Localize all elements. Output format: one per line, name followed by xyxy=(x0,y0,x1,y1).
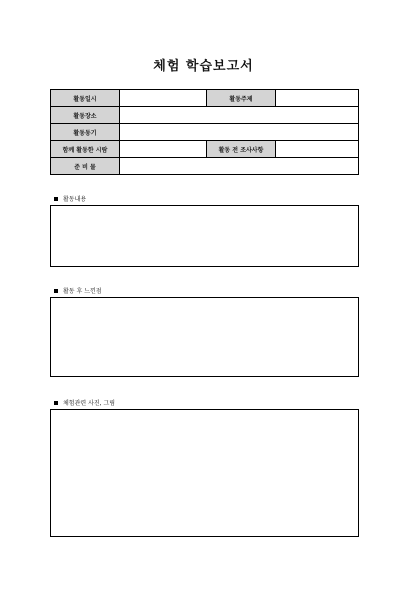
activity-place-field[interactable] xyxy=(120,107,359,124)
collab-people-label: 함께 활동한 시람 xyxy=(51,141,120,158)
reflection-label: 활동 후 느낀점 xyxy=(63,288,102,295)
reflection-heading xyxy=(54,286,102,295)
table-row xyxy=(51,158,359,175)
activity-topic-label: 활동주제 xyxy=(207,90,276,107)
activity-motive-field[interactable] xyxy=(120,124,359,141)
square-bullet-icon xyxy=(54,401,58,405)
activity-place-label: 활동장소 xyxy=(51,107,120,124)
table-row xyxy=(51,124,359,141)
reflection-box[interactable] xyxy=(50,297,359,377)
photos-heading xyxy=(54,398,115,407)
activity-content-box[interactable] xyxy=(50,205,359,267)
activity-content-label: 활동내용 xyxy=(63,196,87,203)
square-bullet-icon xyxy=(54,289,58,293)
preparation-label: 준 비 물 xyxy=(51,158,120,175)
photos-label: 체험관련 사진, 그림 xyxy=(63,400,116,407)
activity-date-field[interactable] xyxy=(120,90,207,107)
page-title: 체험 학습보고서 xyxy=(153,59,254,74)
info-table xyxy=(50,89,359,175)
table-row xyxy=(51,141,359,158)
collab-people-field[interactable] xyxy=(120,141,207,158)
table-row xyxy=(51,107,359,124)
activity-date-label: 활동일시 xyxy=(51,90,120,107)
pre-research-label: 활동 전 조사사항 xyxy=(207,141,276,158)
photos-box[interactable] xyxy=(50,409,359,537)
activity-content-heading xyxy=(54,194,86,203)
activity-motive-label: 활동동기 xyxy=(51,124,120,141)
activity-topic-field[interactable] xyxy=(276,90,359,107)
preparation-field[interactable] xyxy=(120,158,359,175)
table-row xyxy=(51,90,359,107)
square-bullet-icon xyxy=(54,197,58,201)
pre-research-field[interactable] xyxy=(276,141,359,158)
